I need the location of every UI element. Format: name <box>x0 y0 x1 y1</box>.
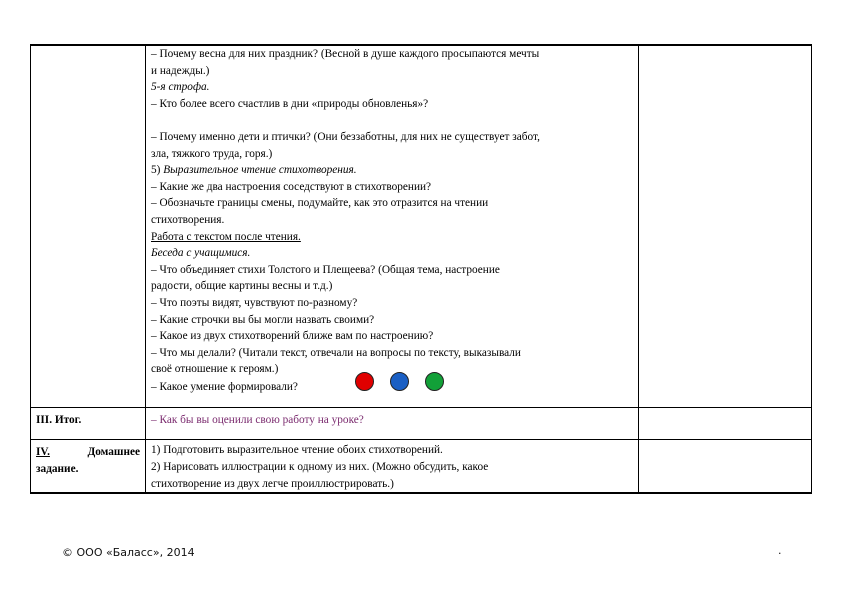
activity-line: – Почему именно дети и птички? (Они беззаботны, для них не существует забот, <box>151 130 540 143</box>
green-circle-icon <box>425 372 444 391</box>
activity-line: 5) Выразительное чтение стихотворения. <box>151 164 357 177</box>
homework-line: стихотворение из двух легче проиллюстрировать.) <box>151 477 394 490</box>
lesson-plan-table <box>30 44 812 494</box>
table-row <box>31 440 812 493</box>
activity-line: 5-я строфа. <box>151 81 210 94</box>
activity-line: Работа с текстом после чтения. <box>151 230 301 243</box>
stage-number: IV. <box>36 446 50 459</box>
activity-line: – Почему весна для них праздник? (Весной в душе каждого просыпаются мечты <box>151 48 540 60</box>
red-circle-icon <box>355 372 374 391</box>
activity-line: – Кто более всего счастлив в дни «природы обновленья»? <box>151 97 429 110</box>
homework-line: 2) Нарисовать иллюстрации к одному из них. (Можно обсудить, какое <box>151 461 489 474</box>
activity-line: – Что объединяет стихи Толстого и Плещеева? (Общая тема, настроение <box>151 263 500 276</box>
activity-line: – Какое из двух стихотворений ближе вам по настроению? <box>151 330 434 343</box>
stage-label <box>36 444 140 461</box>
copyright-footer: © ООО «Баласс», 2014 <box>62 546 195 559</box>
notes-cell <box>639 440 812 493</box>
activity-line: Беседа с учащимися. <box>151 247 251 260</box>
activity-line: и надежды.) <box>151 64 210 77</box>
activity-line: радости, общие картины весны и т.д.) <box>151 280 333 293</box>
stage-label: III. Итог. <box>36 413 82 426</box>
stage-cell <box>31 407 146 440</box>
stage-cell <box>31 45 146 407</box>
mood-circles <box>355 372 444 391</box>
stage-cell <box>31 440 146 493</box>
table-row <box>31 407 812 440</box>
activity-line: своё отношение к героям.) <box>151 363 279 376</box>
activity-line: – Какое умение формировали? <box>151 380 298 393</box>
blue-circle-icon <box>390 372 409 391</box>
page-mark: . <box>778 544 782 557</box>
notes-cell <box>639 407 812 440</box>
activity-line: – Какие строчки вы бы могли назвать своими? <box>151 313 375 326</box>
summary-question: – Как бы вы оценили свою работу на уроке? <box>151 413 364 426</box>
activity-line: стихотворения. <box>151 213 225 226</box>
table-row <box>31 45 812 407</box>
activity-cell <box>146 407 639 440</box>
notes-cell <box>639 45 812 407</box>
activity-cell <box>146 45 639 407</box>
activity-line: – Что поэты видят, чувствуют по-разному? <box>151 296 358 309</box>
activity-line: – Обозначьте границы смены, подумайте, как это отразится на чтении <box>151 197 489 210</box>
stage-title-cont: задание. <box>36 463 79 476</box>
activity-line: – Какие же два настроения соседствуют в стихотворении? <box>151 180 432 193</box>
activity-last-line <box>151 378 633 397</box>
activity-text <box>151 46 633 378</box>
activity-line <box>151 112 633 129</box>
activity-line: зла, тяжкого труда, горя.) <box>151 147 273 160</box>
activity-line: – Что мы делали? (Читали текст, отвечали на вопросы по тексту, выказывали <box>151 346 521 359</box>
activity-cell <box>146 440 639 493</box>
homework-line: 1) Подготовить выразительное чтение обоих стихотворений. <box>151 444 443 457</box>
stage-title: Домашнее <box>87 446 140 459</box>
